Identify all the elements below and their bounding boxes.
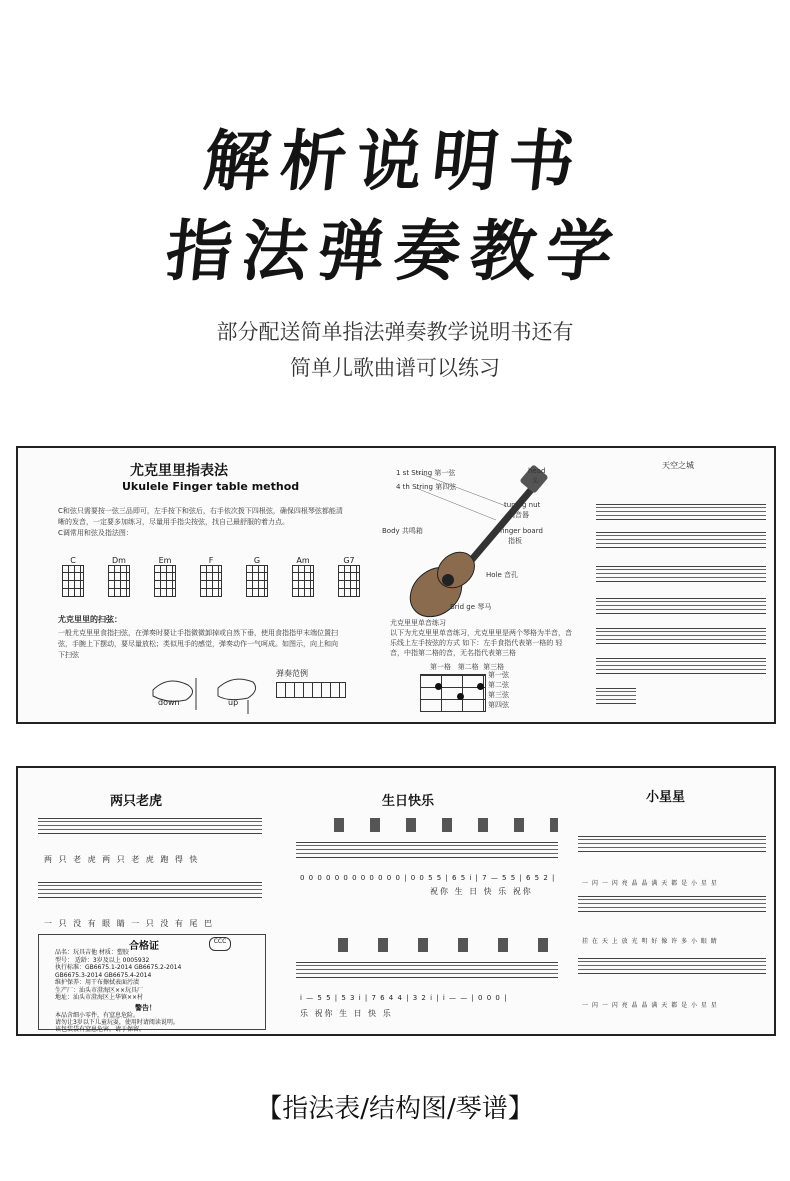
score-staff [596,628,766,644]
score-staff [596,504,766,520]
score-staff [596,598,766,614]
chord-diagram [292,565,314,597]
label-bridge: Brid ge 琴马 [450,603,492,611]
score-staff [596,532,766,548]
label-fingerboard: finger board [500,527,543,535]
song-happy-birthday-notes-1: 0 0 0 0 0 0 0 0 0 0 0 0 | 0 0 5 5 | 6 5 i | 7 — 5 5 | 6 5 2 | [300,874,556,882]
finger-table-panel [16,446,776,724]
strum-example-label: 弹奏范例 [276,669,308,678]
label-head-cn: 头 [532,477,539,485]
strum-title: 尤克里里的扫弦： [58,615,122,624]
label-fingerboard-cn: 指板 [508,537,522,545]
score-staff [596,688,636,704]
song-twinkle-star-lyrics-2: 挂 在 天 上 放 光 明 好 像 许 多 小 眼 睛 [582,938,718,945]
chord-row [308,938,558,952]
strum-hands-illustration [148,670,268,716]
song-sheets-panel [16,766,776,1036]
finger-table-title-en: Ukulele Finger table method [122,480,300,493]
warning-text: 本品含细小零件，有窒息危险。 请勿让3岁以下儿童玩耍，使用时请阅读说明。 该包装袋有窒息危害，请于保留。 [55,1012,179,1033]
warning-title: 警告！ [135,1004,156,1012]
chord-name: G [253,556,261,565]
label-first-string: 1 st String 第一弦 [396,469,456,477]
song-two-tigers-lyrics-1: 两 只 老 虎 两 只 老 虎 跑 得 快 [44,855,200,864]
chord-diagram [200,565,222,597]
label-hole: Hole 音孔 [486,571,519,579]
chord-diagram [246,565,268,597]
strum-up-label: up [228,698,239,707]
score-staff [38,882,262,898]
song-twinkle-star-title: 小星星 [646,790,686,805]
song-twinkle-star-lyrics-1: 一 闪 一 闪 亮 晶 晶 满 天 都 是 小 星 星 [582,880,718,887]
bottom-caption: 【指法表/结构图/琴谱】 [256,1094,534,1124]
subtitle-line1: 部分配送简单指法弹奏教学说明书还有 [216,320,574,344]
song-happy-birthday-title: 生日快乐 [382,794,435,809]
label-tuning-nut: tuning nut [504,501,541,509]
chord-diagram [338,565,360,597]
chord-chart [62,556,382,606]
score-staff [578,958,766,974]
intro-text: C和弦只需要按一弦三品即可，左手按下和弦后，右手依次拨下四根弦，确保四根琴弦都能清 晰的发音，一定要多加练习，尽量用手指尖按弦，找自己最舒服的着力点。 C调常用和弦及指法图： [58,507,343,537]
score-staff [596,566,766,582]
song-two-tigers-title: 两只老虎 [110,794,163,809]
practice-title: 尤克里里单音练习 [390,619,446,627]
song-happy-birthday-lyrics-1: 祝你 生 日 快 乐 祝你 [430,887,533,896]
chord-name: Em [158,556,172,565]
finger-table-title-cn: 尤克里里指表法 [130,463,228,479]
chord-name: G7 [343,556,355,565]
chord-name: Dm [112,556,126,565]
ccc-mark-icon: CCC [209,937,231,951]
song-two-tigers-lyrics-2: 一 只 没 有 眼 睛 一 只 没 有 尾 巴 [44,919,214,928]
subtitle-line2: 简单儿歌曲谱可以练习 [290,356,500,380]
label-fourth-string: 4 th String 第四弦 [396,483,457,491]
chord-name: F [208,556,214,565]
fret-chart [420,674,486,712]
fret-headers: 第一格 第二格 第三格 [430,663,505,671]
score-staff [38,818,262,834]
chord-name: Am [296,556,310,565]
chord-diagram [108,565,130,597]
chord-diagram [154,565,176,597]
score-staff [578,836,766,852]
score-staff [296,842,558,858]
chord-row [308,818,558,832]
song-happy-birthday-lyrics-2: 乐 祝你 生 日 快 乐 [300,1009,393,1018]
strum-text: 一般尤克里里食指扫弦，在弹奏时要让手指微微卸掉或自然下垂，使用食指指甲末端位置扫 弦，手腕上下摆动，要尽量放松；类似甩手的感觉，弹奏动作一气呵成。如图示，向上和向 下扫弦 [58,629,338,659]
chord-name: C [70,556,76,565]
strum-example-notation [276,682,346,698]
strum-down-label: down [158,698,180,707]
score-staff [596,658,766,674]
certificate-details: 品名：玩具吉他 材质：塑胶 型号： 适龄：3岁及以上 0005932 执行标准：GB6675.1-2014 GB6675.2-2014 GB6675.3-2014 GB6675.4-2014 维护保养：用干布擦拭表面污渍 生产厂：汕头市澄海区××玩具厂 地址：汕头市澄海区上华镇××村 [55,949,182,1001]
label-body: Body 共鸣箱 [382,527,423,535]
score-staff [578,896,766,912]
string-names: 第一弦 第二弦 第三弦 第四弦 [488,671,509,709]
certificate-title: 合格证 [129,941,159,952]
score-staff [296,962,558,978]
practice-text: 以下为尤克里里单音练习，尤克里里是两个琴格为半音，音 乐线上左手按弦的方式 如下：左手食指代表第一格的 轻 音，中指第二格的音，无名指代表第三格 [390,629,572,657]
song-happy-birthday-notes-2: i — 5 5 | 5 3 i | 7 6 4 4 | 3 2 i | i — — | 0 0 0 | [300,994,508,1002]
label-head: head [528,467,546,475]
chord-diagram [62,565,84,597]
certificate-box [38,934,266,1033]
main-title-line2: 指法弹奏教学 [162,212,627,290]
song-castle-in-the-sky-title: 天空之城 [662,461,694,470]
main-title-line1: 解析说明书 [200,122,589,200]
label-tuning-nut-cn: 调音器 [508,511,529,519]
song-twinkle-star-lyrics-3: 一 闪 一 闪 亮 晶 晶 满 天 都 是 小 星 星 [582,1002,718,1009]
